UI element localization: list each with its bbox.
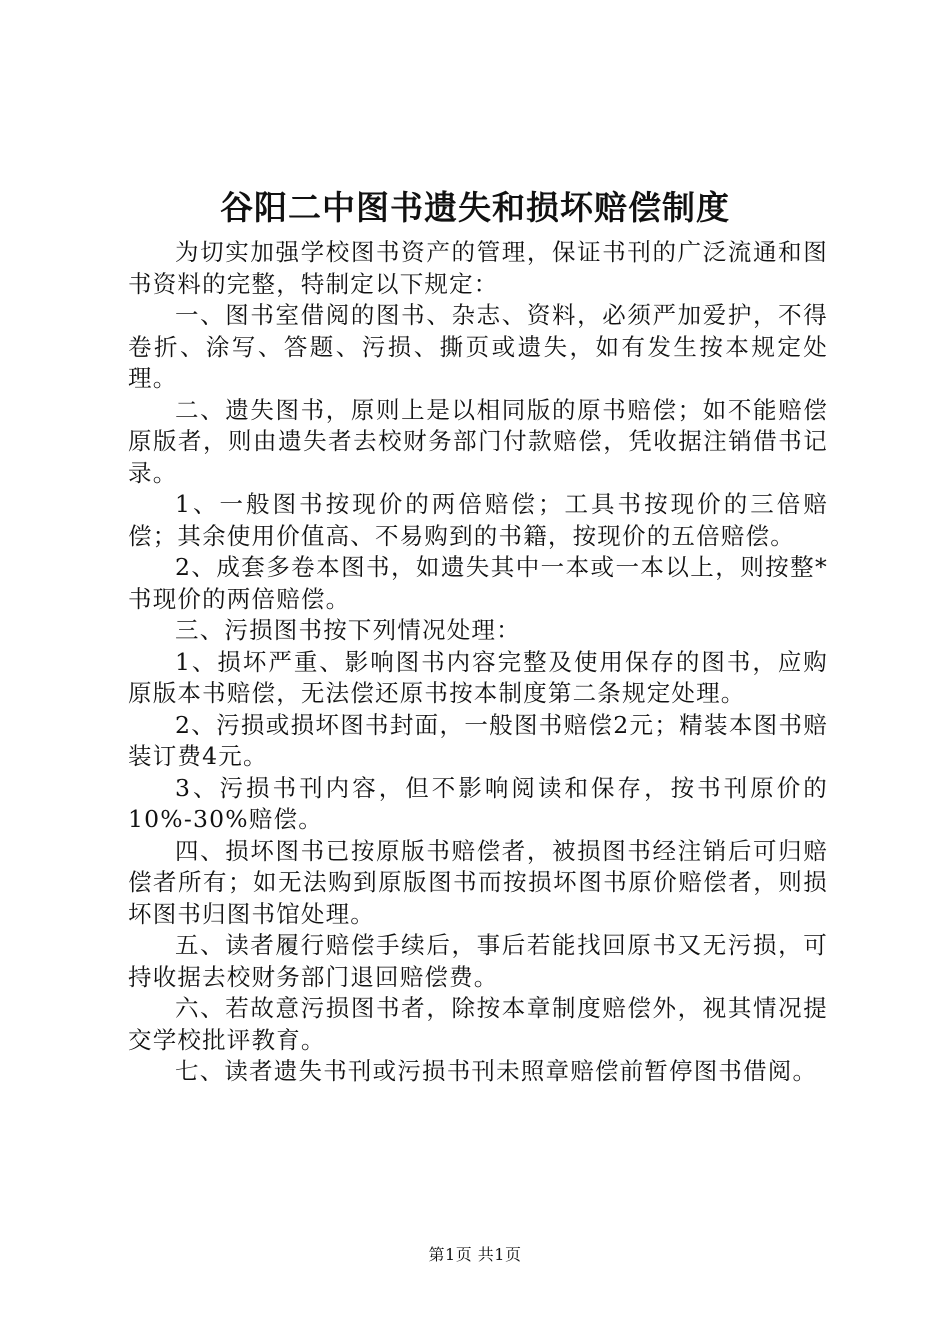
paragraph-article-3: 三、污损图书按下列情况处理：	[175, 616, 521, 644]
paragraph-article-5: 五、读者履行赔偿手续后，事后若能找回原书又无污损，可持收据去校财务部门退回赔偿费。	[128, 931, 828, 991]
paragraph-article-3-item-3: 3、污损书刊内容，但不影响阅读和保存，按书刊原价的10%-30%赔偿。	[128, 773, 828, 833]
paragraph-article-6: 六、若故意污损图书者，除按本章制度赔偿外，视其情况提交学校批评教育。	[128, 994, 828, 1054]
paragraph-article-1: 一、图书室借阅的图书、杂志、资料，必须严加爱护，不得卷折、涂写、答题、污损、撕页或遗失，如有发生按本规定处理。	[128, 301, 828, 392]
paragraph-article-3-item-2: 2、污损或损坏图书封面，一般图书赔偿2元；精装本图书赔装订费4元。	[128, 710, 828, 770]
paragraph-intro: 为切实加强学校图书资产的管理，保证书刊的广泛流通和图书资料的完整，特制定以下规定：	[128, 238, 828, 298]
paragraph-article-3-item-1: 1、损坏严重、影响图书内容完整及使用保存的图书，应购原版本书赔偿，无法偿还原书按本制度第二条规定处理。	[128, 647, 828, 707]
page-footer: 第1页 共1页	[428, 1245, 522, 1264]
paragraph-article-2-item-1: 1、一般图书按现价的两倍赔偿；工具书按现价的三倍赔偿；其余使用价值高、不易购到的书籍，按现价的五倍赔偿。	[128, 490, 828, 550]
document-title: 谷阳二中图书遗失和损坏赔偿制度	[220, 188, 730, 227]
document-body	[128, 237, 828, 1088]
paragraph-article-2-item-2: 2、成套多卷本图书，如遗失其中一本或一本以上，则按整*书现价的两倍赔偿。	[128, 553, 828, 613]
paragraph-article-4: 四、损坏图书已按原版书赔偿者，被损图书经注销后可归赔偿者所有；如无法购到原版图书而按损坏图书原价赔偿者，则损坏图书归图书馆处理。	[128, 836, 828, 928]
paragraph-article-2: 二、遗失图书，原则上是以相同版的原书赔偿；如不能赔偿原版者，则由遗失者去校财务部门付款赔偿，凭收据注销借书记录。	[128, 395, 828, 487]
paragraph-article-7: 七、读者遗失书刊或污损书刊未照章赔偿前暂停图书借阅。	[175, 1057, 818, 1085]
